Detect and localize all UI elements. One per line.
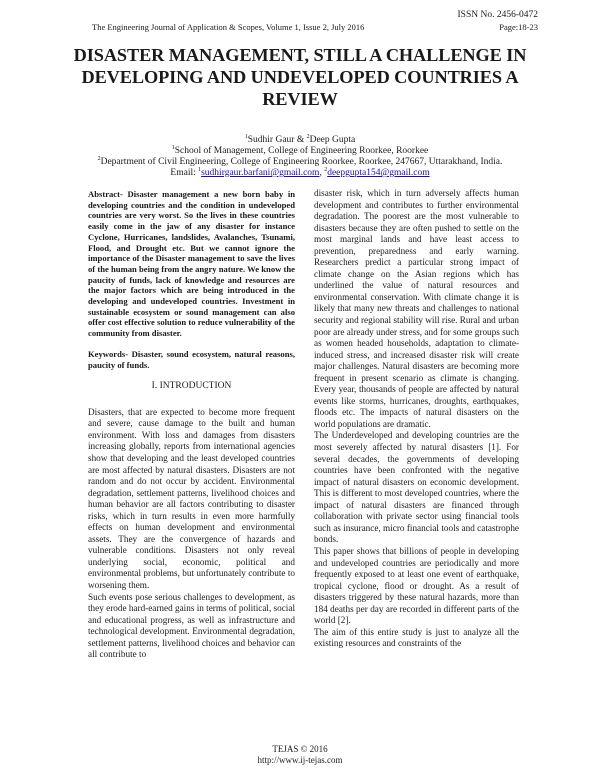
affiliation-1-superscript: 1 <box>171 144 175 151</box>
footer-url[interactable]: http://www.ij-tejas.com <box>257 755 343 765</box>
body-paragraph-3: This paper shows that billions of people in developing and undeveloped countries are periodically and more frequently exposed to at least one event of earthquake, tropical cyclone, flood or drought. As a result of disasters triggered by these natural hazards, more than 184 deaths per day are recorded in different parts of the world [2]. <box>314 545 519 626</box>
abstract: Abstract- Disaster management a new born baby in developing countries and the condition in undeveloped countries are very worst. So the lives in these countries easily come in the jaw of any disaster for instance Cyclone, Hurricanes, landslides, Avalanches, Tsunami, Flood, and Drought etc. But we cannot ignore the importance of the Disaster management to save the lives of the human being from the angry nature. We know the paucity of funds, lack of knowledge and resources are the major factors which are being introduced in the developing and undeveloped countries. Investment in sustainable ecosystem or sound management can also offer cost effective solution to reduce vulnerability of the community from disaster. <box>88 189 295 339</box>
affiliation-1-text: School of Management, College of Engineering Roorkee, Roorkee <box>174 146 429 156</box>
affiliation-2-superscript: 2 <box>97 155 101 162</box>
email1-superscript: 1 <box>198 166 202 173</box>
journal-citation: The Engineering Journal of Application & Scopes, Volume 1, Issue 2, July 2016 <box>92 22 365 32</box>
email-separator: , <box>319 168 325 178</box>
author-line <box>70 135 530 145</box>
intro-paragraph-1: Disasters, that are expected to become more frequent and severe, cause damage to the built and human environment. With loss and damages from disasters increasing globally, reports from international agencies show that developing and the least developed countries are most affected by natural disasters. Disasters are not random and do not occur by accident. Environmental degradation, settlement patterns, livelihood choices and human behavior are all factors contributing to disaster risks, which in turn results in even more harmfully effects on human development and environmental assets. They are the convergence of hazards and vulnerable conditions. Disasters not only reveal underlying social, economic, political and environmental problems, but unfortunately contribute to worsening them. <box>88 406 295 590</box>
author2-superscript: 2 <box>306 133 310 140</box>
body-paragraph-1: disaster risk, which in turn adversely affects human development and contributes to further environmental degradation. The poorest are the most vulnerable to disasters because they are often pushed to settle on the most marginal lands and have least access to prevention, preparedness and early warning. Researchers predict a particular strong impact of climate change on the Asian regions which has underlined the value of natural resources and environmental conservation. With climate change it is likely that many new threats and challenges to national security and regional stability will rise. Rural and urban poor are already under stress, and for some groups such as women headed households, adaptation to climate-induced stress, and increased disaster risk will create major challenges. Natural disasters are becoming more frequent in present scenario as climate is changing. Every year, thousands of people are affected by natural events like storms, hurricanes, droughts, earthquakes, floods etc. The impacts of natural disasters on the world populations are dramatic. <box>314 188 519 429</box>
email-line <box>70 168 530 178</box>
body-paragraph-4: The aim of this entire study is just to analyze all the existing resources and constraints of the <box>314 626 519 649</box>
page-range: Page:18-23 <box>499 22 538 32</box>
email2-superscript: 2 <box>324 166 328 173</box>
author2-name: Deep Gupta <box>309 135 356 145</box>
author1-name: Sudhir Gaur & <box>247 135 307 145</box>
author1-superscript: 1 <box>244 133 248 140</box>
keywords: Keywords- Disaster, sound ecosystem, natural reasons, paucity of funds. <box>88 348 295 370</box>
paper-title: DISASTER MANAGEMENT, STILL A CHALLENGE IN DEVELOPING AND UNDEVELOPED COUNTRIES A REVIEW <box>73 45 527 109</box>
email-link-1[interactable]: sudhirgaur.barfani@gmail.com <box>201 168 320 178</box>
email-link-2[interactable]: deepgupta154@gmail.com <box>327 168 430 178</box>
right-column <box>314 188 519 650</box>
affiliation-2 <box>50 157 550 167</box>
affiliation-2-text: Department of Civil Engineering, College of Engineering Roorkee, Roorkee, 247667, Uttarakhand, India. <box>100 157 503 167</box>
footer-copyright: TEJAS © 2016 <box>272 744 328 754</box>
affiliation-1 <box>70 146 530 156</box>
left-column <box>88 189 295 661</box>
issn-number: ISSN No. 2456-0472 <box>457 10 538 20</box>
section-heading-introduction: I. INTRODUCTION <box>151 381 232 392</box>
intro-paragraph-2: Such events pose serious challenges to development, as they erode hard-earned gains in terms of political, social and educational progress, as well as infrastructure and technological development. Environmental degradation, settlement patterns, livelihood choices and behavior can all contribute to <box>88 591 295 660</box>
body-paragraph-2: The Underdeveloped and developing countries are the most severely affected by natural disasters [1]. For several decades, the governments of developing countries have been confronted with the negative impact of natural disasters on economic development. This is different to most developed countries, where the impact of natural disasters are financed through collaboration with private sector using financial tools such as insurance, micro financial tools and catastrophe bonds. <box>314 430 519 545</box>
email-label: Email: <box>170 168 199 178</box>
